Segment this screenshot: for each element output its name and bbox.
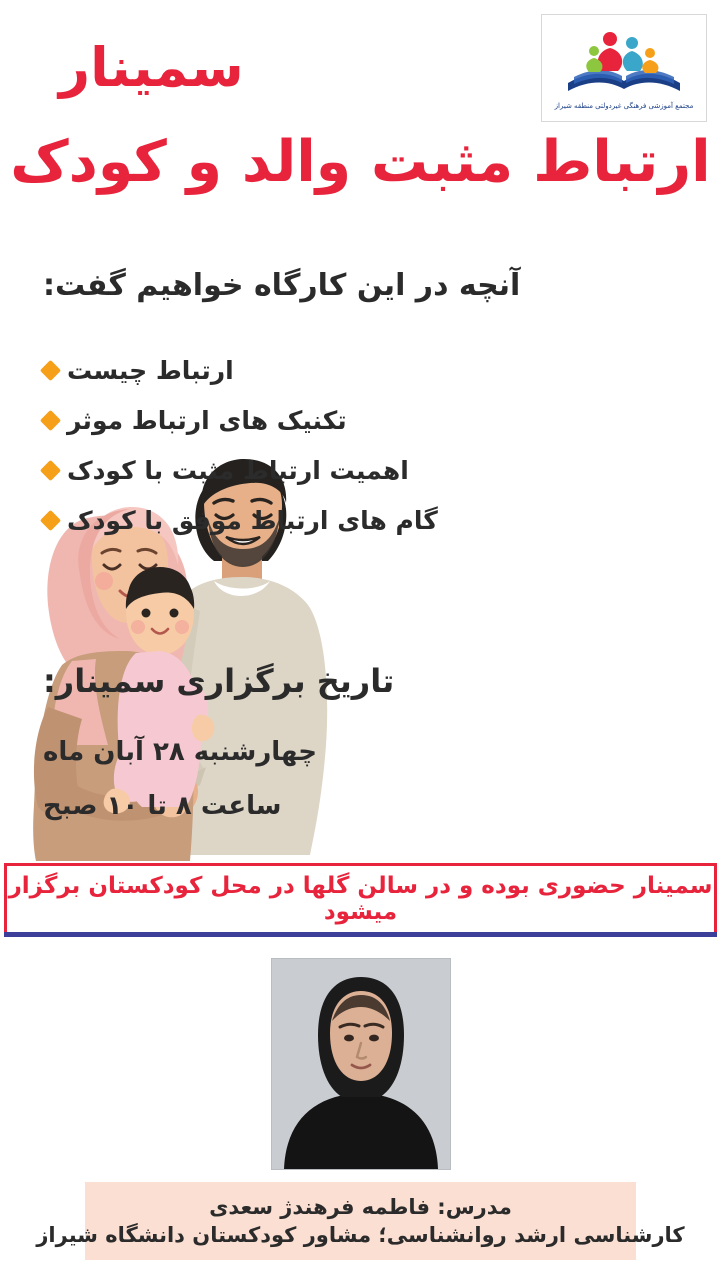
school-logo-caption: مجتمع آموزشی فرهنگی غیردولتی منطقه شیراز [554, 101, 694, 110]
date-heading: تاریخ برگزاری سمینار: [43, 662, 395, 700]
date-time: ساعت ۸ تا ۱۰ صبح [43, 791, 282, 821]
agenda-item [21, 495, 721, 545]
school-logo-inner [549, 20, 699, 116]
agenda-item-label: ارتباط چیست [67, 355, 234, 385]
speaker-name: مدرس: فاطمه فرهندژ سعدی [209, 1195, 512, 1219]
logo-mark-icon [554, 27, 694, 101]
notice-banner [4, 863, 717, 935]
poster-title-main: ارتباط مثبت والد و کودک [10, 129, 711, 195]
speaker-portrait-illustration [272, 959, 450, 1169]
speaker-title: کارشناسی ارشد روانشناسی؛ مشاور کودکستان دانشگاه شیراز [36, 1223, 685, 1247]
diamond-bullet-icon [40, 409, 61, 430]
agenda-heading: آنچه در این کارگاه خواهیم گفت: [43, 268, 521, 303]
notice-underline [4, 932, 717, 937]
agenda-item [21, 345, 721, 395]
diamond-bullet-icon [40, 459, 61, 480]
poster-title-top: سمینار [59, 36, 244, 99]
agenda-item-label: تکنیک های ارتباط موثر [67, 405, 347, 435]
school-logo [541, 14, 707, 122]
speaker-credentials [36, 1182, 685, 1260]
diamond-bullet-icon [40, 359, 61, 380]
agenda-item [21, 395, 721, 445]
notice-text: سمینار حضوری بوده و در سالن گلها در محل کودکستان برگزار میشود [8, 873, 713, 925]
date-day: چهارشنبه ۲۸ آبان ماه [43, 737, 317, 767]
agenda-item-label: اهمیت ارتباط مثبت با کودک [67, 455, 409, 485]
diamond-bullet-icon [40, 509, 61, 530]
agenda-list [21, 345, 721, 545]
speaker-photo [271, 958, 451, 1170]
agenda-item-label: گام های ارتباط موفق با کودک [67, 505, 438, 535]
agenda-item [21, 445, 721, 495]
